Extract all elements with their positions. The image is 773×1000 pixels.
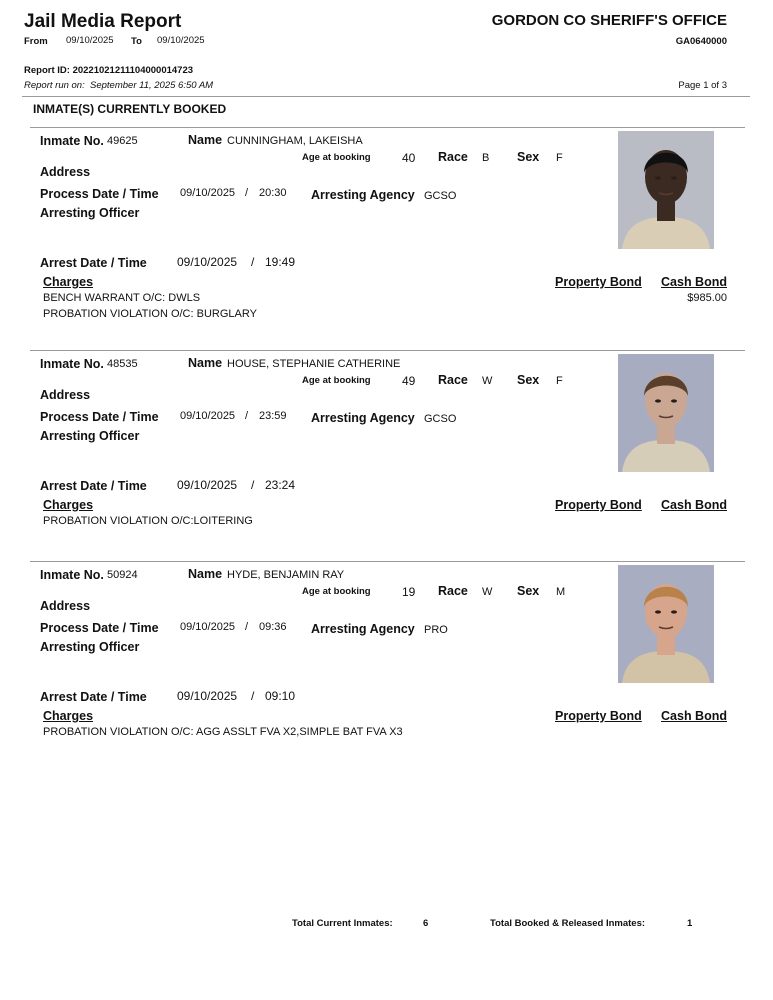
property-bond-label: Property Bond	[555, 498, 642, 512]
race-label: Race	[438, 150, 468, 164]
arresting-agency-label: Arresting Agency	[311, 188, 415, 202]
process-label: Process Date / Time	[40, 410, 159, 424]
process-time: 23:59	[259, 410, 287, 422]
charge-cash-bond: $985.00	[687, 292, 727, 304]
name-label: Name	[188, 133, 223, 147]
inmate-divider-1	[30, 350, 745, 351]
header-divider	[22, 96, 750, 97]
arrest-date: 09/10/2025	[177, 478, 238, 492]
process-date: 09/10/2025	[180, 187, 236, 199]
process-slash: /	[245, 187, 249, 199]
address-label: Address	[40, 599, 91, 613]
sex-label: Sex	[517, 584, 540, 598]
race-label: Race	[438, 373, 468, 387]
cash-bond-label: Cash Bond	[661, 275, 727, 289]
race-value: W	[482, 375, 493, 387]
process-date: 09/10/2025	[180, 621, 236, 633]
age-value: 19	[402, 585, 416, 599]
to-label: To	[131, 36, 142, 47]
process-time: 09:36	[259, 621, 287, 633]
age-value: 49	[402, 374, 416, 388]
to-date: 09/10/2025	[157, 35, 205, 46]
inmate-name: HOUSE, STEPHANIE CATHERINE	[227, 358, 401, 370]
section-title: INMATE(S) CURRENTLY BOOKED	[33, 102, 227, 116]
sex-value: M	[556, 586, 566, 598]
inmate-no-label: Inmate No.	[40, 357, 104, 371]
age-value: 40	[402, 151, 416, 165]
arrest-date-label: Arrest Date / Time	[40, 479, 147, 493]
name-label: Name	[188, 567, 223, 581]
race-label: Race	[438, 584, 468, 598]
address-label: Address	[40, 388, 91, 402]
arresting-agency-value: GCSO	[424, 413, 457, 425]
arresting-officer-label: Arresting Officer	[40, 640, 140, 654]
report-id	[24, 65, 193, 76]
address-label: Address	[40, 165, 91, 179]
arresting-agency-value: PRO	[424, 624, 448, 636]
charge-text: PROBATION VIOLATION O/C: BURGLARY	[43, 308, 257, 320]
report-title: Jail Media Report	[24, 11, 182, 32]
arresting-officer-label: Arresting Officer	[40, 206, 140, 220]
arrest-date: 09/10/2025	[177, 689, 238, 703]
process-time: 20:30	[259, 187, 287, 199]
run-on-value: September 11, 2025 6:50 AM	[90, 80, 214, 91]
section-divider	[30, 127, 745, 128]
arrest-time: 19:49	[265, 255, 296, 269]
sex-value: F	[556, 152, 563, 164]
agency-code: GA0640000	[675, 36, 727, 47]
age-label: Age at booking	[302, 375, 371, 386]
arrest-slash: /	[251, 478, 255, 492]
charge-text: PROBATION VIOLATION O/C:LOITERING	[43, 515, 253, 527]
page-number: Page 1 of 3	[678, 80, 727, 91]
cash-bond-label: Cash Bond	[661, 498, 727, 512]
inmate-no-label: Inmate No.	[40, 134, 104, 148]
total-booked-label: Total Booked & Released Inmates:	[490, 918, 646, 929]
inmate-no-label: Inmate No.	[40, 568, 104, 582]
process-slash: /	[245, 410, 249, 422]
total-current-label: Total Current Inmates:	[292, 918, 393, 929]
charge-text: PROBATION VIOLATION O/C: AGG ASSLT FVA X2,SIMPLE BAT FVA X3	[43, 726, 403, 738]
inmate-no: 49625	[107, 135, 138, 147]
arrest-date-label: Arrest Date / Time	[40, 690, 147, 704]
arresting-agency-value: GCSO	[424, 190, 457, 202]
cash-bond-label: Cash Bond	[661, 709, 727, 723]
age-label: Age at booking	[302, 586, 371, 597]
report-id-value: 20221021211104000014723	[72, 65, 194, 76]
charges-label: Charges	[43, 709, 94, 723]
mugshot-photo	[618, 131, 714, 249]
process-slash: /	[245, 621, 249, 633]
race-value: B	[482, 152, 490, 164]
charges-label: Charges	[43, 498, 94, 512]
process-label: Process Date / Time	[40, 187, 159, 201]
from-label: From	[24, 36, 48, 47]
arresting-agency-label: Arresting Agency	[311, 411, 415, 425]
arrest-time: 09:10	[265, 689, 296, 703]
total-current-value: 6	[423, 918, 429, 929]
inmate-no: 48535	[107, 358, 138, 370]
inmate-no: 50924	[107, 569, 138, 581]
arrest-date-label: Arrest Date / Time	[40, 256, 147, 270]
inmate-name: CUNNINGHAM, LAKEISHA	[227, 135, 363, 147]
race-value: W	[482, 586, 493, 598]
age-label: Age at booking	[302, 152, 371, 163]
arrest-slash: /	[251, 689, 255, 703]
charge-text: BENCH WARRANT O/C: DWLS	[43, 292, 201, 304]
mugshot-photo	[618, 354, 714, 472]
report-run-on	[24, 80, 213, 91]
run-on-label: Report run on:	[24, 80, 85, 91]
report-id-label: Report ID:	[24, 65, 70, 76]
sex-label: Sex	[517, 373, 540, 387]
sex-value: F	[556, 375, 563, 387]
arresting-agency-label: Arresting Agency	[311, 622, 415, 636]
arresting-officer-label: Arresting Officer	[40, 429, 140, 443]
from-date: 09/10/2025	[66, 35, 114, 46]
arrest-date: 09/10/2025	[177, 255, 238, 269]
arrest-slash: /	[251, 255, 255, 269]
process-label: Process Date / Time	[40, 621, 159, 635]
inmate-divider-2	[30, 561, 745, 562]
process-date: 09/10/2025	[180, 410, 236, 422]
mugshot-photo	[618, 565, 714, 683]
total-booked-value: 1	[687, 918, 693, 929]
inmate-name: HYDE, BENJAMIN RAY	[227, 569, 345, 581]
agency-name: GORDON CO SHERIFF'S OFFICE	[491, 12, 727, 29]
charges-label: Charges	[43, 275, 94, 289]
name-label: Name	[188, 356, 223, 370]
property-bond-label: Property Bond	[555, 275, 642, 289]
sex-label: Sex	[517, 150, 540, 164]
property-bond-label: Property Bond	[555, 709, 642, 723]
arrest-time: 23:24	[265, 478, 296, 492]
